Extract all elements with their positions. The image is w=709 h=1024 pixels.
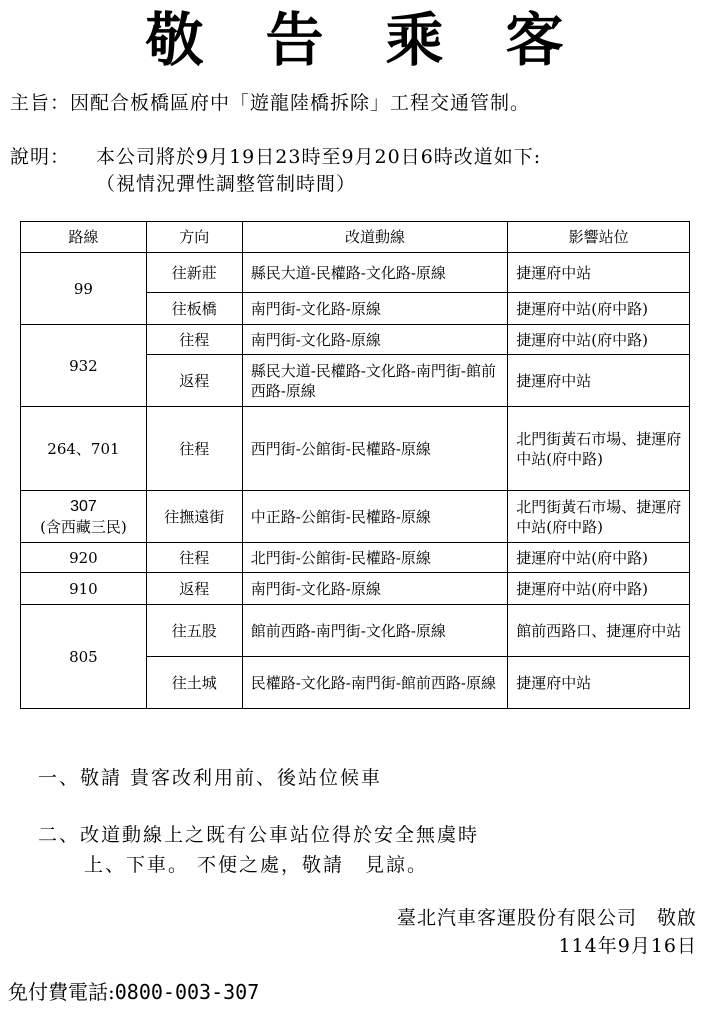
route-cell: 805 [21, 605, 147, 709]
detour-table [20, 221, 690, 709]
note-2-line1: 二、改道動線上之既有公車站位得於安全無虞時 [38, 824, 480, 846]
detour-cell: 中正路-公館街-民權路-原線 [242, 491, 508, 543]
detour-cell: 南門街-文化路-原線 [242, 293, 508, 325]
direction-cell: 往板橋 [146, 293, 242, 325]
table-row [21, 253, 690, 293]
route-cell: 264、701 [21, 407, 147, 491]
header-stops: 影響站位 [508, 222, 690, 253]
direction-cell: 往程 [146, 543, 242, 573]
table-row [21, 573, 690, 605]
detour-cell: 南門街-文化路-原線 [242, 325, 508, 355]
route-cell: 910 [21, 573, 147, 605]
stops-cell: 捷運府中站(府中路) [508, 543, 690, 573]
stops-cell: 北門街黃石市場、捷運府中站(府中路) [508, 407, 690, 491]
stops-cell: 捷運府中站(府中路) [508, 325, 690, 355]
table-row [21, 543, 690, 573]
table-header-row [21, 222, 690, 253]
direction-cell: 返程 [146, 355, 242, 407]
table-row [21, 605, 690, 657]
route-cell: 932 [21, 325, 147, 407]
route-cell: 99 [21, 253, 147, 325]
direction-cell: 往程 [146, 325, 242, 355]
route-number: 307 [70, 497, 97, 515]
explanation [10, 144, 541, 198]
subject-line: 主旨：因配合板橋區府中「遊龍陸橋拆除」工程交通管制。 [10, 92, 531, 114]
detour-cell: 民權路-文化路-南門街-館前西路-原線 [242, 657, 508, 709]
company-name: 臺北汽車客運股份有限公司 敬啟 [396, 907, 697, 929]
table-row [21, 407, 690, 491]
direction-cell: 往土城 [146, 657, 242, 709]
detour-cell: 北門街-公館街-民權路-原線 [242, 543, 508, 573]
explanation-label: 說明： [10, 146, 71, 168]
stops-cell: 捷運府中站 [508, 355, 690, 407]
direction-cell: 往撫遠街 [146, 491, 242, 543]
stops-cell: 館前西路口、捷運府中站 [508, 605, 690, 657]
table-row [21, 491, 690, 543]
note-2 [38, 820, 479, 880]
detour-cell: 縣民大道-民權路-文化路-原線 [242, 253, 508, 293]
hotline-label: 免付費電話: [8, 980, 115, 1004]
note-2-line2: 上、下車。 不便之處，敬請 見諒。 [84, 854, 429, 876]
direction-cell: 往新莊 [146, 253, 242, 293]
detour-cell: 縣民大道-民權路-文化路-南門街-館前西路-原線 [242, 355, 508, 407]
direction-cell: 往五股 [146, 605, 242, 657]
route-cell [21, 491, 147, 543]
explanation-line2: （視情況彈性調整管制時間） [96, 173, 357, 195]
hotline [8, 978, 259, 1006]
detour-cell: 西門街-公館街-民權路-原線 [242, 407, 508, 491]
page-title: 敬告乘客 [145, 6, 626, 74]
detour-cell: 館前西路-南門街-文化路-原線 [242, 605, 508, 657]
stops-cell: 捷運府中站 [508, 253, 690, 293]
stops-cell: 北門街黃石市場、捷運府中站(府中路) [508, 491, 690, 543]
note-1: 一、敬請 貴客改利用前、後站位候車 [38, 767, 383, 789]
notice-date: 114年9月16日 [558, 935, 697, 957]
header-detour: 改道動線 [242, 222, 508, 253]
header-route: 路線 [21, 222, 147, 253]
header-direction: 方向 [146, 222, 242, 253]
explanation-line1: 本公司將於9月19日23時至9月20日6時改道如下: [96, 146, 542, 168]
stops-cell: 捷運府中站(府中路) [508, 293, 690, 325]
stops-cell: 捷運府中站 [508, 657, 690, 709]
direction-cell: 往程 [146, 407, 242, 491]
route-subtitle: (含西藏三民) [40, 517, 127, 536]
stops-cell: 捷運府中站(府中路) [508, 573, 690, 605]
hotline-number: 0800-003-307 [114, 980, 260, 1004]
table-row [21, 325, 690, 355]
direction-cell: 返程 [146, 573, 242, 605]
detour-cell: 南門街-文化路-原線 [242, 573, 508, 605]
signature [397, 904, 697, 960]
route-cell: 920 [21, 543, 147, 573]
